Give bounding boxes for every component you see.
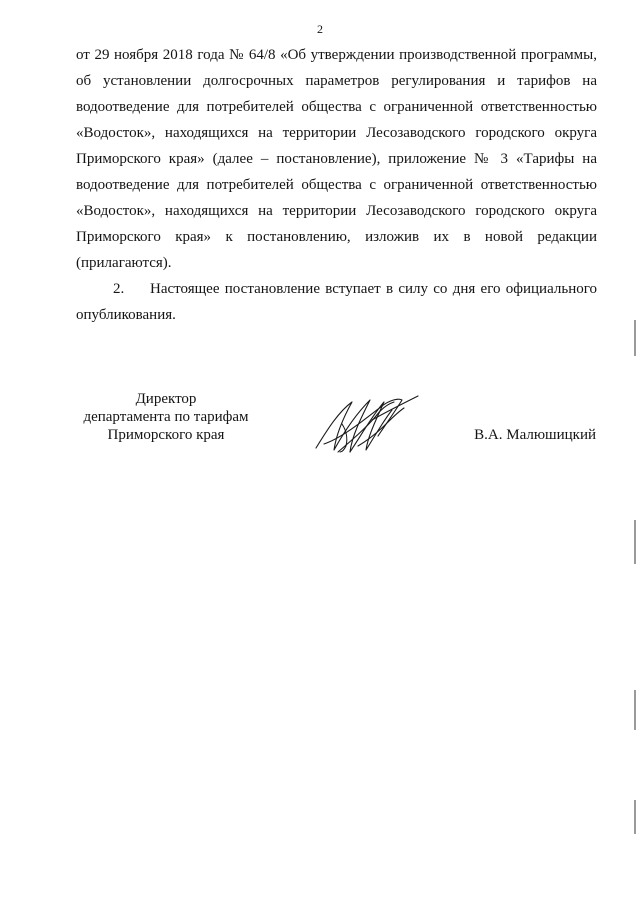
signature-block [0,390,640,470]
handwritten-signature [312,390,422,458]
body-text [76,42,597,328]
scan-edge-mark [634,800,636,834]
signer-title [66,390,266,444]
item-2-line-1: Настоящее постановление вступает в силу со дня его официального [150,281,597,297]
item-2-line-2: опубликования. [76,307,176,323]
signer-title-line-2: департамента по тарифам [83,409,249,425]
signer-title-line-3: Приморского края [107,427,225,443]
scan-edge-mark [634,520,636,564]
paragraph-item-2 [76,276,597,302]
body-line-7: «Водосток», находящихся на территории Лесозаводского городского округа [76,203,597,219]
body-line-3: водоотведение для потребителей общества с ограниченной ответственностью [76,99,597,115]
scan-edge-mark [634,690,636,730]
body-line-8: Приморского края» к постановлению, изложив их в новой редакции [76,229,597,245]
body-line-2: об установлении долгосрочных параметров регулирования и тарифов на [76,73,597,89]
body-line-1: от 29 ноября 2018 года № 64/8 «Об утверждении производственной программы, [76,47,597,63]
scan-edge-mark [634,320,636,356]
body-line-5: Приморского края» (далее – постановление), приложение № 3 «Тарифы на [76,151,597,167]
body-line-4: «Водосток», находящихся на территории Лесозаводского городского округа [76,125,597,141]
signer-name: В.А. Малюшицкий [474,427,596,443]
body-line-9: (прилагаются). [76,255,172,271]
item-number: 2. [113,281,125,297]
body-line-6: водоотведение для потребителей общества с ограниченной ответственностью [76,177,597,193]
signer-title-line-1: Директор [135,391,197,407]
page-number: 2 [317,22,323,36]
